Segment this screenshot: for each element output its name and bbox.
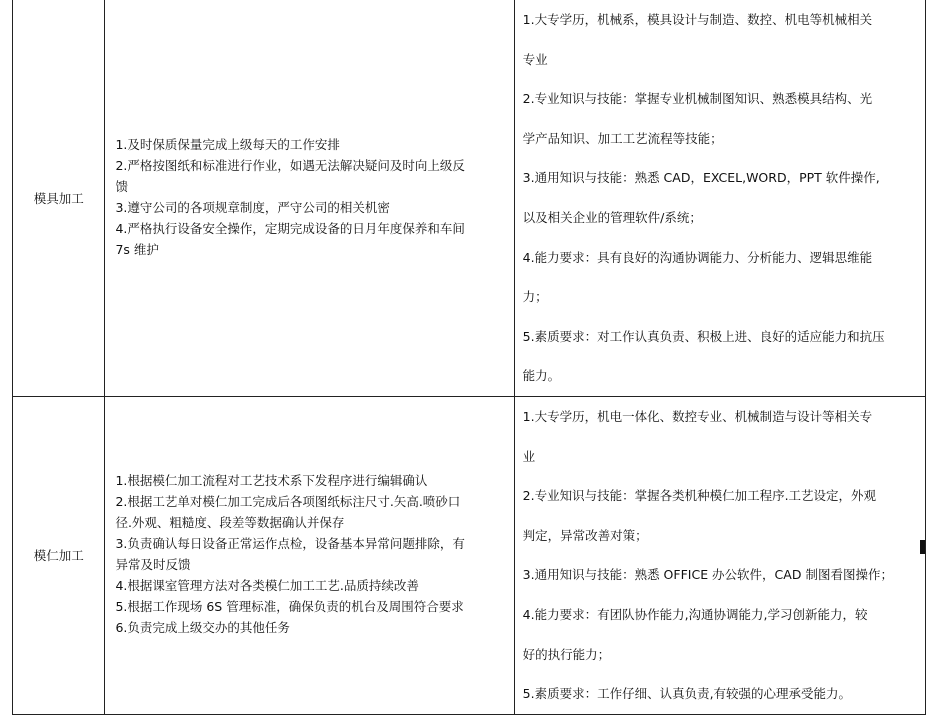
duty-line: 2.严格按图纸和标准进行作业，如遇无法解决疑问及时向上级反 [115,157,465,173]
requirements-cell [514,396,925,714]
requirement-line: 3.通用知识与技能：熟悉 CAD，EXCEL,WORD，PPT 软件操作, [522,170,880,186]
job-description-table [12,0,926,715]
requirement-line: 学产品知识、加工工艺流程等技能； [522,130,723,146]
position-cell [13,0,105,396]
duty-line: 4.根据课室管理方法对各类模仁加工工艺.品质持续改善 [115,578,419,594]
table-row [13,0,926,396]
requirement-line: 4.能力要求：具有良好的沟通协调能力、分析能力、逻辑思维能 [522,249,873,265]
position-name: 模具加工 [33,190,84,206]
requirement-line: 4.能力要求：有团队协作能力,沟通协调能力,学习创新能力，较 [522,606,868,622]
duty-line: 6.负责完成上级交办的其他任务 [115,620,290,636]
position-cell [13,396,105,714]
table-row [13,396,926,714]
duty-line: 5.根据工作现场 6S 管理标准，确保负责的机台及周围符合要求 [115,599,464,615]
duties-cell [105,0,514,396]
requirement-line: 以及相关企业的管理软件/系统； [522,209,702,225]
duty-line: 4.严格执行设备安全操作，定期完成设备的日月年度保养和车间 [115,220,465,236]
requirement-line: 5.素质要求：工作仔细、认真负责,有较强的心理承受能力。 [522,686,852,702]
requirement-line: 1.大专学历，机械系，模具设计与制造、数控、机电等机械相关 [522,12,873,27]
duty-line: 馈 [115,178,128,194]
duty-line: 径.外观、粗糙度、段差等数据确认并保存 [115,515,345,531]
requirement-line: 2.专业知识与技能：掌握各类机种模仁加工程序.工艺设定，外观 [522,488,877,504]
requirement-line: 力； [522,289,548,305]
requirement-line: 好的执行能力； [522,646,611,662]
duty-line: 3.负责确认每日设备正常运作点检，设备基本异常问题排除，有 [115,536,465,552]
duty-line: 1.及时保质保量完成上级每天的工作安排 [115,136,340,152]
requirement-line: 3.通用知识与技能：熟悉 OFFICE 办公软件，CAD 制图看图操作； [522,567,893,583]
requirements-cell [514,0,925,396]
duty-line: 异常及时反馈 [115,557,191,573]
requirement-line: 2.专业知识与技能：掌握专业机械制图知识、熟悉模具结构、光 [522,91,873,107]
duties-cell [105,396,514,714]
requirement-line: 能力。 [522,368,561,384]
requirement-line: 1.大专学历，机电一体化、数控专业、机械制造与设计等相关专 [522,408,873,424]
requirement-line: 判定，异常改善对策； [522,527,648,543]
duty-line: 3.遵守公司的各项规章制度，严守公司的相关机密 [115,199,390,215]
duty-line: 1.根据模仁加工流程对工艺技术系下发程序进行编辑确认 [115,473,428,489]
requirement-line: 专业 [522,51,548,67]
requirement-line: 5.素质要求：对工作认真负责、积极上进、良好的适应能力和抗压 [522,328,885,344]
duty-line: 2.根据工艺单对模仁加工完成后各项图纸标注尺寸.矢高.喷砂口 [115,494,461,510]
requirement-line: 业 [522,448,536,464]
duty-line: 7s 维护 [115,241,159,257]
position-name: 模仁加工 [33,548,84,564]
